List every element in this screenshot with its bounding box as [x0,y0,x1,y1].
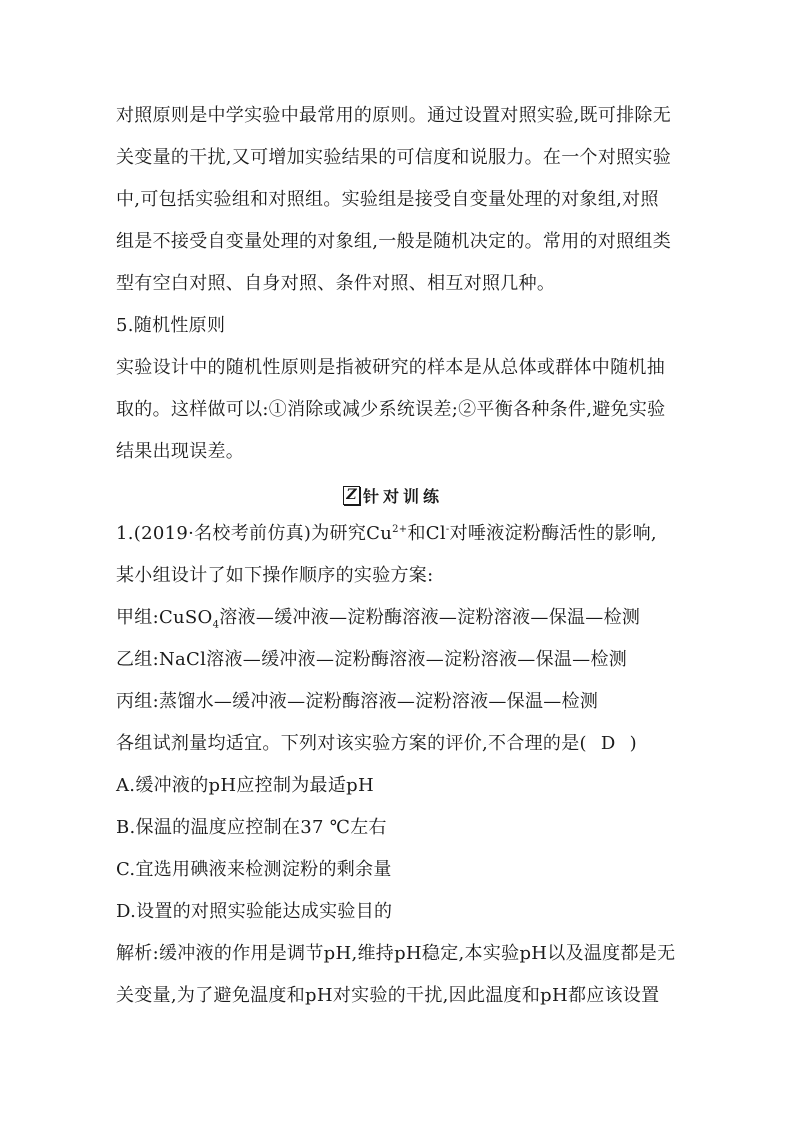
option-b: B.保温的温度应控制在37 ℃左右 [116,817,387,838]
option-c: C.宜选用碘液来检测淀粉的剩余量 [116,859,392,880]
cu-ion-charge: 2+ [392,524,408,535]
question-stem-suffix: 对唾液淀粉酶活性的影响, [449,523,657,544]
question-answer: D [600,733,616,754]
question-stem-line-1 [116,522,686,546]
control-paragraph-line-1: 对照原则是中学实验中最常用的原则。通过设置对照实验,既可排除无 [116,105,672,126]
question-prompt-suffix: ) [629,733,637,754]
control-paragraph-line-3: 中,可包括实验组和对照组。实验组是接受自变量处理的对象组,对照 [116,189,659,210]
random-paragraph-line-2: 取的。这样做可以:①消除或减少系统误差;②平衡各种条件,避免实验 [116,399,666,420]
training-title: 针对训练 [363,486,444,506]
group-a-subscript: 4 [212,619,220,631]
group-a-prefix: 甲组:CuSO [116,607,213,628]
group-a-suffix: 溶液—缓冲液—淀粉酶溶液—淀粉溶液—保温—检测 [219,607,641,628]
training-section-heading [343,482,443,508]
question-prompt-line [116,732,686,756]
analysis-line-1: 解析:缓冲液的作用是调节pH,维持pH稳定,本实验pH以及温度都是无 [116,943,676,964]
control-paragraph-line-2: 关变量的干扰,又可增加实验结果的可信度和说服力。在一个对照实验 [116,147,672,168]
option-a: A.缓冲液的pH应控制为最适pH [116,775,374,796]
control-paragraph-line-4: 组是不接受自变量处理的对象组,一般是随机决定的。常用的对照组类 [116,231,672,252]
group-b-line: 乙组:NaCl溶液—缓冲液—淀粉酶溶液—淀粉溶液—保温—检测 [116,649,628,670]
random-paragraph-line-3: 结果出现误差。 [116,441,245,462]
cl-ion-charge: - [445,524,450,535]
random-principle-heading: 5.随机性原则 [116,315,226,336]
option-d: D.设置的对照实验能达成实验目的 [116,901,393,922]
question-stem-line-2: 某小组设计了如下操作顺序的实验方案: [116,565,434,586]
question-stem-prefix: 1.(2019·名校考前仿真)为研究Cu [116,523,393,544]
group-a-line [116,606,686,630]
random-paragraph-line-1: 实验设计中的随机性原则是指被研究的样本是从总体或群体中随机抽 [116,357,665,378]
training-badge-icon: Z [343,486,360,505]
control-paragraph-line-5: 型有空白对照、自身对照、条件对照、相互对照几种。 [116,273,556,294]
group-c-line: 丙组:蒸馏水—缓冲液—淀粉酶溶液—淀粉溶液—保温—检测 [116,691,599,712]
analysis-line-2: 关变量,为了避免温度和pH对实验的干扰,因此温度和pH都应该设置 [116,985,660,1006]
question-stem-mid: 和Cl [407,523,446,544]
question-prompt-prefix: 各组试剂量均适宜。下列对该实验方案的评价,不合理的是( [116,733,587,754]
